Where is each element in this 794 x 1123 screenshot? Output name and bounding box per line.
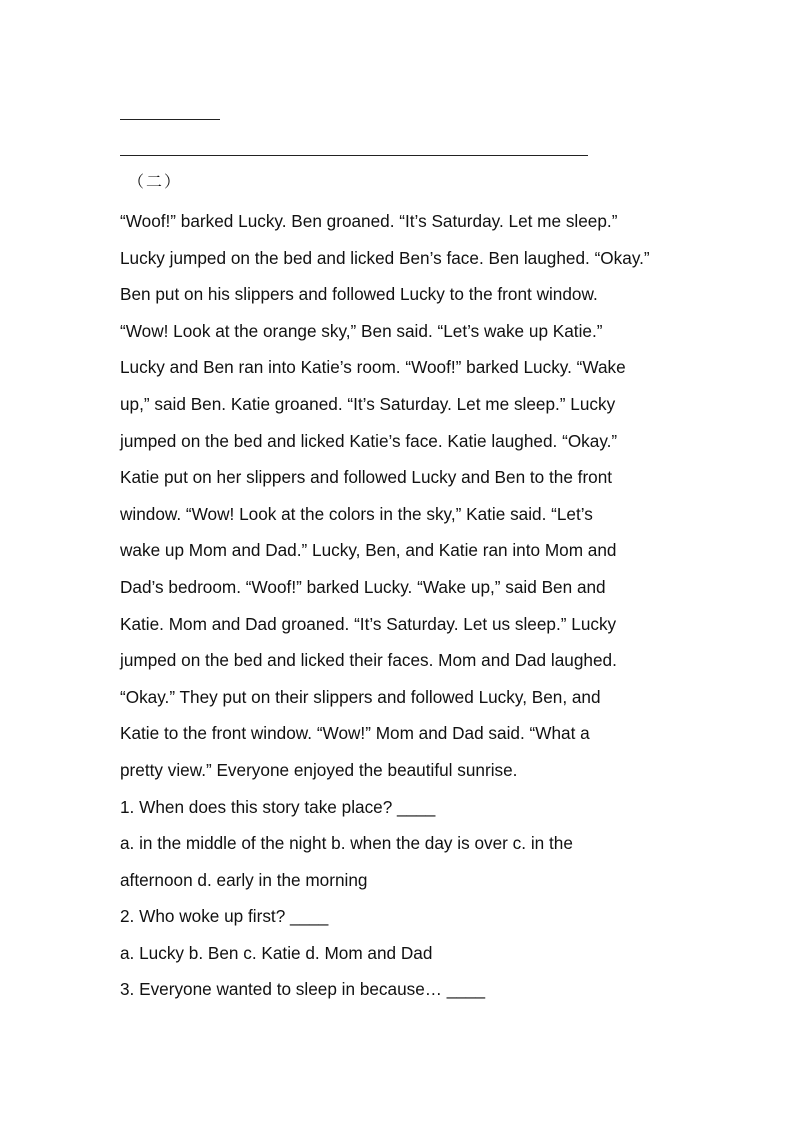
question-3: 3. Everyone wanted to sleep in because… ____ bbox=[120, 979, 485, 1000]
question-1-options-continued: afternoon d. early in the morning bbox=[120, 869, 368, 890]
passage-line: Dad’s bedroom. “Woof!” barked Lucky. “Wake up,” said Ben and bbox=[120, 576, 606, 597]
questions bbox=[120, 793, 710, 1013]
reading-body bbox=[120, 207, 710, 1012]
passage-line: pretty view.” Everyone enjoyed the beautiful sunrise. bbox=[120, 759, 518, 780]
passage-line: wake up Mom and Dad.” Lucky, Ben, and Katie ran into Mom and bbox=[120, 540, 617, 561]
answer-blank-line-short bbox=[120, 119, 220, 120]
question-2-options: a. Lucky b. Ben c. Katie d. Mom and Dad bbox=[120, 942, 433, 963]
passage-line: “Woof!” barked Lucky. Ben groaned. “It’s Saturday. Let me sleep.” bbox=[120, 211, 618, 231]
section-label: （二） bbox=[128, 174, 183, 191]
passage-line: window. “Wow! Look at the colors in the sky,” Katie said. “Let’s bbox=[120, 503, 593, 524]
answer-blank-line-long bbox=[120, 155, 588, 156]
question-2: 2. Who woke up first? ____ bbox=[120, 906, 329, 927]
question-1-options: a. in the middle of the night b. when the day is over c. in the bbox=[120, 833, 573, 854]
passage-line: “Okay.” They put on their slippers and followed Lucky, Ben, and bbox=[120, 686, 601, 707]
passage-line: Katie put on her slippers and followed Lucky and Ben to the front bbox=[120, 467, 613, 488]
passage-line: Katie to the front window. “Wow!” Mom and Dad said. “What a bbox=[120, 723, 590, 744]
passage-line: Ben put on his slippers and followed Lucky to the front window. bbox=[120, 284, 598, 305]
passage-line: jumped on the bed and licked Katie’s face. Katie laughed. “Okay.” bbox=[120, 430, 618, 451]
passage-line: Lucky jumped on the bed and licked Ben’s face. Ben laughed. “Okay.” bbox=[120, 247, 650, 268]
question-1: 1. When does this story take place? ____ bbox=[120, 796, 436, 817]
passage-line: jumped on the bed and licked their faces. Mom and Dad laughed. bbox=[120, 650, 617, 671]
passage-line: Katie. Mom and Dad groaned. “It’s Saturday. Let us sleep.” Lucky bbox=[120, 613, 617, 634]
passage-line: “Wow! Look at the orange sky,” Ben said. “Let’s wake up Katie.” bbox=[120, 320, 603, 341]
passage-line: up,” said Ben. Katie groaned. “It’s Saturday. Let me sleep.” Lucky bbox=[120, 393, 616, 414]
passage-line: Lucky and Ben ran into Katie’s room. “Woof!” barked Lucky. “Wake bbox=[120, 357, 626, 378]
passage bbox=[120, 207, 710, 793]
